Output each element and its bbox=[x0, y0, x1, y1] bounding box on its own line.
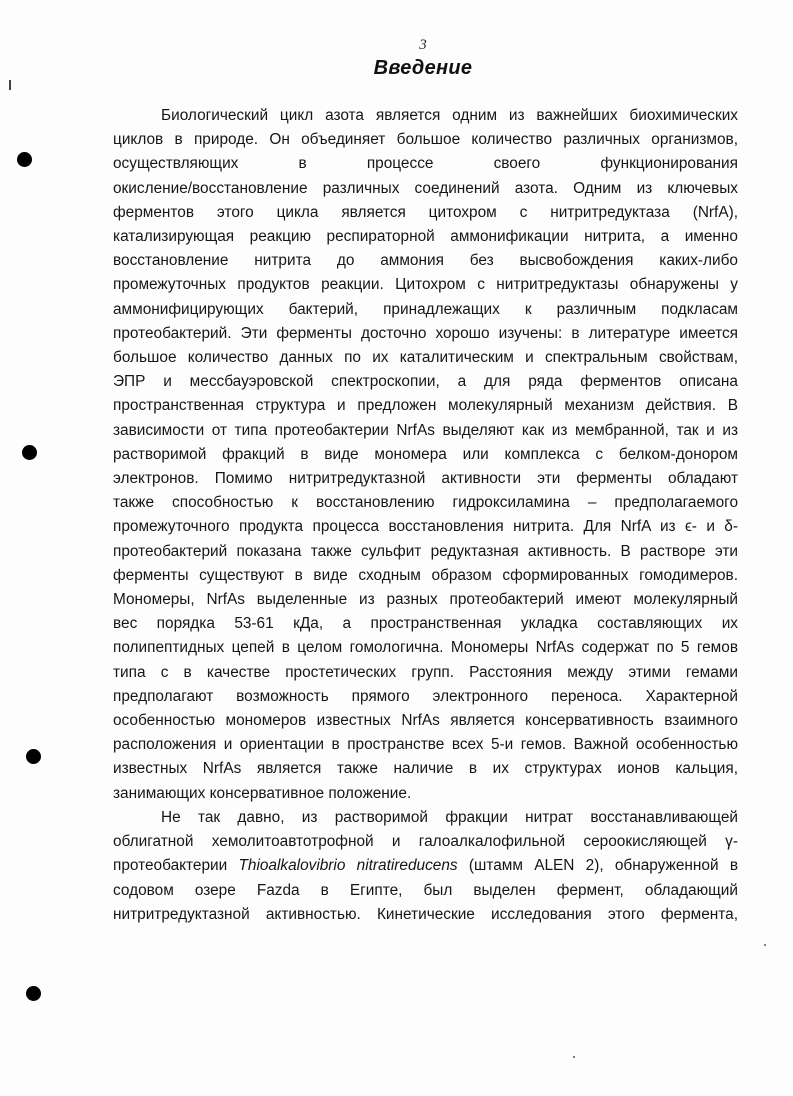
paragraph-2 bbox=[113, 806, 738, 927]
punch-hole bbox=[26, 749, 41, 764]
text-line: циклов в природе. Он объединяет большое количество различных организмов, bbox=[113, 131, 738, 149]
text-line: большое количество данных по их каталитическим и спектральным свойствам, bbox=[113, 349, 738, 367]
punch-hole bbox=[26, 986, 41, 1001]
text-line: облигатной хемолитоавтотрофной и галоалкалофильной сероокисляющей γ- bbox=[113, 833, 738, 851]
text-line: протеобактерий показана также сульфит редуктазная активность. В растворе эти bbox=[113, 542, 738, 560]
text-line: предполагают возможность прямого электронного переноса. Характерной bbox=[113, 687, 738, 705]
text-line: зависимости от типа протеобактерии NrfAs выделяют как из мембранной, так и из bbox=[113, 421, 738, 439]
text-line: протеобактерии Thioalkalovibrio nitratireducens (штамм ALEN 2), обнаруженной в bbox=[113, 857, 738, 875]
text-line: восстановление нитрита до аммония без высвобождения каких-либо bbox=[113, 252, 738, 270]
text-line: катализирующая реакцию респираторной аммонификации нитрита, а именно bbox=[113, 228, 738, 246]
text-line: Мономеры, NrfAs выделенные из разных протеобактерий имеют молекулярный bbox=[113, 591, 738, 609]
page-title: Введение bbox=[373, 57, 473, 79]
text-line: особенностью мономеров известных NrfAs является консервативность взаимного bbox=[113, 712, 738, 730]
punch-hole bbox=[22, 445, 37, 460]
text-line: электронов. Помимо нитритредуктазной активности эти ферменты обладают bbox=[113, 470, 738, 488]
scan-speck bbox=[764, 944, 766, 946]
text-line: пространственная структура и предложен молекулярный механизм действия. В bbox=[113, 397, 738, 415]
text-line: протеобактерий. Эти ферменты досточно хорошо изучены: в литературе имеется bbox=[113, 324, 738, 342]
text-line: ферментов этого цикла является цитохром с нитритредуктаза (NrfA), bbox=[113, 203, 738, 221]
text-line: аммонифицирующих бактерий, принадлежащих к различным подкласам bbox=[113, 300, 738, 318]
text-line: известных NrfAs является также наличие в их структурах ионов кальция, bbox=[113, 760, 738, 778]
species-name: Thioalkalovibrio nitratireducens bbox=[238, 857, 458, 875]
text-line: промежуточного продукта процесса восстановления нитрита. Для NrfA из ϵ- и δ- bbox=[113, 518, 738, 536]
page-number: 3 bbox=[419, 37, 427, 53]
text-line: окисление/восстановление различных соединений азота. Одним из ключевых bbox=[113, 179, 738, 197]
text-line: типа с в качестве простетических групп. Расстояния между этими гемами bbox=[113, 663, 738, 681]
text-line: также способностью к восстановлению гидроксиламина – предполагаемого bbox=[113, 494, 738, 512]
text-line: вес порядка 53-61 кДа, а пространственная укладка составляющих их bbox=[113, 615, 738, 633]
scan-mark bbox=[9, 80, 11, 90]
punch-hole bbox=[17, 152, 32, 167]
text-line: осуществляющих в процессе своего функционирования bbox=[113, 155, 738, 173]
scan-speck bbox=[573, 1056, 575, 1058]
text-line: ЭПР и мессбауэровской спектроскопии, а для ряда ферментов описана bbox=[113, 373, 738, 391]
text-line: содовом озере Fazda в Египте, был выделен фермент, обладающий bbox=[113, 881, 738, 899]
text-line: промежуточных продуктов реакции. Цитохром с нитритредуктазы обнаружены у bbox=[113, 276, 738, 294]
text-line: Биологический цикл азота является одним из важнейших биохимических bbox=[161, 107, 738, 124]
text-line: растворимой фракций в виде мономера или комплекса с белком-донором bbox=[113, 445, 738, 463]
text-line: полипептидных цепей в целом гомологична. Мономеры NrfAs содержат по 5 гемов bbox=[113, 639, 738, 657]
text-line: ферменты существуют в виде сходным образом сформированных гомодимеров. bbox=[113, 566, 738, 584]
body-text bbox=[113, 104, 738, 927]
paragraph-1 bbox=[113, 104, 738, 806]
text-line: занимающих консервативное положение. bbox=[113, 784, 412, 802]
text-line: Не так давно, из растворимой фракции нитрат восстанавливающей bbox=[161, 808, 738, 826]
text-line: нитритредуктазной активностью. Кинетические исследования этого фермента, bbox=[113, 905, 738, 923]
text-line: расположения и ориентации в пространстве всех 5-и гемов. Важной особенностью bbox=[113, 736, 738, 754]
